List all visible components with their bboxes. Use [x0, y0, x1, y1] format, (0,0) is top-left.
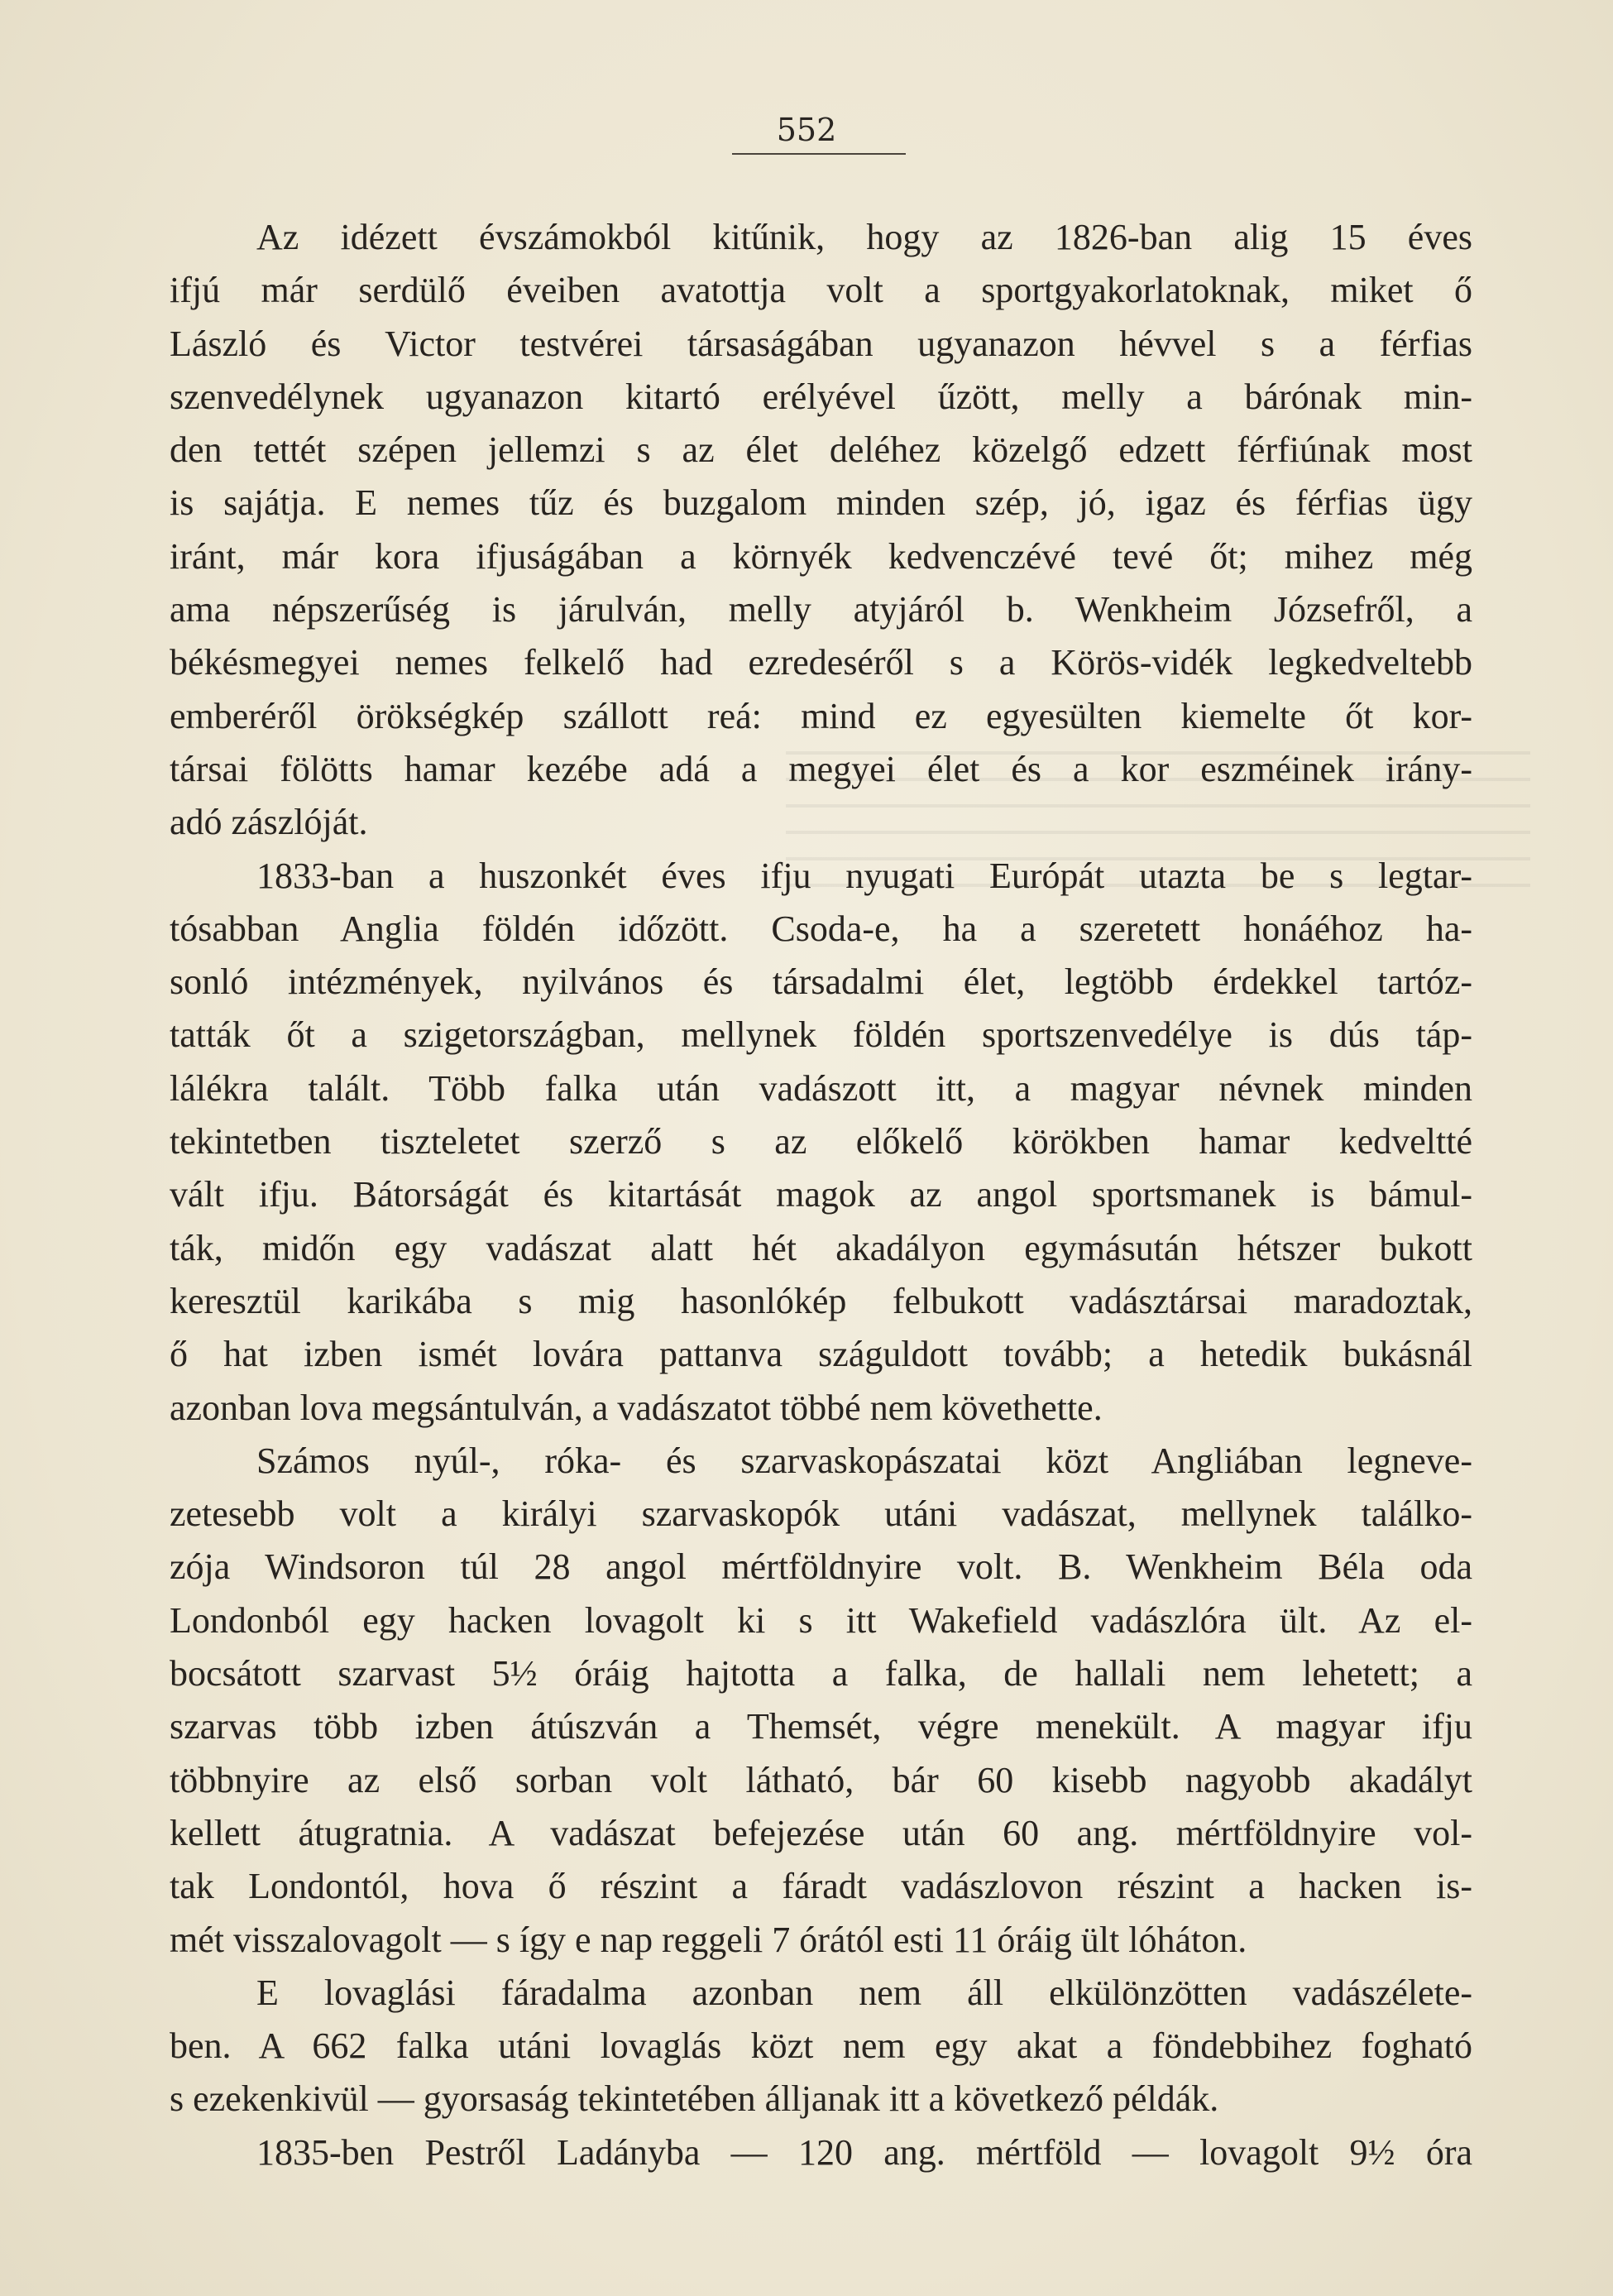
text-line: sonló intézmények, nyilvános és társadalmi élet, legtöbb érdekkel tartóz- — [170, 961, 1472, 1003]
text-line: szenvedélynek ugyanazon kitartó erélyével űzött, melly a bárónak min- — [170, 376, 1472, 417]
text-line: is sajátja. E nemes tűz és buzgalom minden szép, jó, igaz és férfias ügy — [170, 482, 1472, 524]
text-line: tak Londontól, hova ő részint a fáradt vadászlovon részint a hacken is- — [170, 1866, 1472, 1907]
text-line: ben. A 662 falka utáni lovaglás közt nem egy akat a föndebbihez fogható — [170, 2025, 1472, 2067]
text-line: kellett átugratnia. A vadászat befejezése után 60 ang. mértföldnyire vol- — [170, 1812, 1472, 1853]
header-rule — [732, 153, 906, 155]
text-line: s ezekenkivül — gyorsaság tekintetében álljanak itt a következő példák. — [170, 2078, 1219, 2120]
text-line: mét visszalovagolt — s így e nap reggeli 7 órától esti 11 óráig ült lóháton. — [170, 1919, 1247, 1960]
text-line: Számos nyúl-, róka- és szarvaskopászatai közt Angliában legneve- — [256, 1440, 1472, 1481]
text-line: emberéről örökségkép szállott reá: mind ez egyesülten kiemelte őt kor- — [170, 695, 1472, 736]
text-line: bocsátott szarvast 5½ óráig hajtotta a falka, de hallali nem lehetett; a — [170, 1653, 1472, 1694]
text-line: szarvas több izben átúszván a Themsét, végre menekült. A magyar ifju — [170, 1706, 1472, 1747]
text-line: Az idézett évszámokból kitűnik, hogy az 1826-ban alig 15 éves — [256, 217, 1472, 257]
text-line: tatták őt a szigetországban, mellynek földén sportszenvedélye is dús táp- — [170, 1014, 1472, 1056]
text-line: társai fölötts hamar kezébe adá a megyei élet és a kor eszméinek irány- — [170, 748, 1472, 789]
page-number: 552 — [776, 112, 837, 148]
text-line: keresztül karikába s mig hasonlókép felbukott vadásztársai maradoztak, — [170, 1280, 1472, 1321]
text-line: den tettét szépen jellemzi s az élet deléhez közelgő edzett férfiúnak most — [170, 429, 1472, 471]
text-line: zója Windsoron túl 28 angol mértföldnyire volt. B. Wenkheim Béla oda — [170, 1546, 1472, 1588]
text-line: 1835-ben Pestről Ladányba — 120 ang. mértföld — lovagolt 9½ óra — [256, 2131, 1472, 2173]
text-line: tekintetben tiszteletet szerző s az előkelő körökben hamar kedveltté — [170, 1121, 1472, 1162]
text-line: vált ifju. Bátorságát és kitartását magok az angol sportsmanek is bámul- — [170, 1174, 1472, 1215]
text-line: 1833-ban a huszonkét éves ifju nyugati Európát utazta be s legtar- — [256, 855, 1472, 896]
text-line: többnyire az első sorban volt látható, bár 60 kisebb nagyobb akadályt — [170, 1759, 1472, 1800]
text-line: Londonból egy hacken lovagolt ki s itt Wakefield vadászlóra ült. Az el- — [170, 1599, 1472, 1641]
text-line: zetesebb volt a királyi szarvaskopók utáni vadászat, mellynek találko- — [170, 1493, 1472, 1535]
text-line: ama népszerűség is járulván, melly atyjáról b. Wenkheim Józsefről, a — [170, 589, 1472, 630]
text-line: ifjú már serdülő éveiben avatottja volt a sportgyakorlatoknak, miket ő — [170, 270, 1472, 311]
text-line: László és Victor testvérei társaságában ugyanazon hévvel s a férfias — [170, 323, 1472, 364]
text-line: azonban lova megsántulván, a vadászatot többé nem követhette. — [170, 1387, 1103, 1428]
text-line: ták, midőn egy vadászat alatt hét akadályon egymásután hétszer bukott — [170, 1227, 1472, 1268]
text-line: lálékra talált. Több falka után vadászott itt, a magyar névnek minden — [170, 1067, 1472, 1109]
body-text — [170, 211, 1472, 2179]
text-line: békésmegyei nemes felkelő had ezredeséről s a Körös-vidék legkedveltebb — [170, 642, 1472, 683]
text-line: iránt, már kora ifjuságában a környék kedvenczévé tevé őt; mihez még — [170, 535, 1472, 577]
text-line: E lovaglási fáradalma azonban nem áll elkülönzötten vadászélete- — [256, 1972, 1472, 2013]
text-line: ő hat izben ismét lovára pattanva száguldott tovább; a hetedik bukásnál — [170, 1334, 1472, 1375]
text-line: adó zászlóját. — [170, 802, 368, 843]
text-line: tósabban Anglia földén időzött. Csoda-e, ha a szeretett honáéhoz ha- — [170, 908, 1472, 949]
